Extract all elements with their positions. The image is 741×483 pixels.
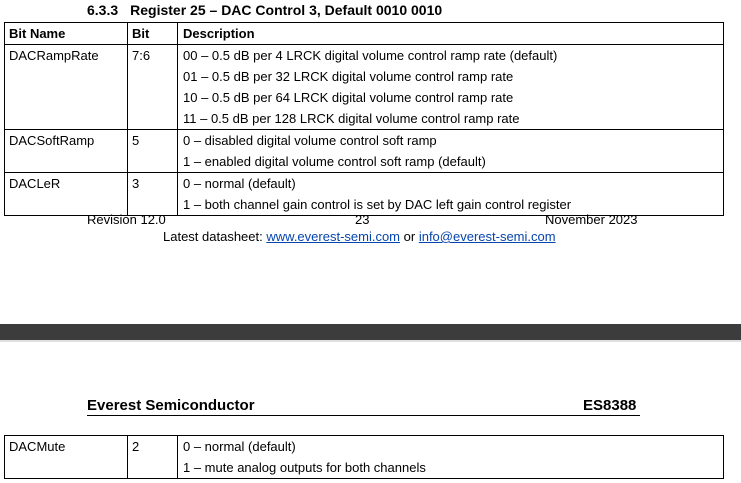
row-bit: 5	[128, 130, 178, 173]
header-bit-name: Bit Name	[5, 23, 128, 45]
section-title: Register 25 – DAC Control 3, Default 0010 0010	[130, 2, 443, 18]
page-separator-shadow	[0, 340, 741, 342]
footer-date: November 2023	[545, 212, 638, 227]
row-bit-name: DACSoftRamp	[5, 130, 128, 173]
footer-latest-datasheet	[163, 229, 556, 244]
register-table-continued	[4, 435, 724, 479]
header-part-number: ES8388	[583, 397, 637, 414]
table-row	[5, 173, 724, 216]
desc-line: 11 – 0.5 dB per 128 LRCK digital volume control ramp rate	[183, 111, 520, 126]
desc-line: 1 – mute analog outputs for both channels	[183, 460, 426, 475]
row-bit-name: DACRampRate	[5, 45, 128, 130]
desc-line: 00 – 0.5 dB per 4 LRCK digital volume control ramp rate (default)	[183, 48, 558, 63]
page-separator	[0, 324, 741, 340]
register-table	[4, 22, 724, 216]
header-company: Everest Semiconductor	[87, 397, 255, 414]
website-link[interactable]: www.everest-semi.com	[266, 229, 401, 244]
row-bit-name: DACMute	[5, 436, 128, 479]
desc-line: 0 – normal (default)	[183, 176, 296, 191]
table-row	[5, 130, 724, 173]
desc-line: 10 – 0.5 dB per 64 LRCK digital volume control ramp rate	[183, 90, 514, 105]
footer-or: or	[403, 229, 416, 244]
desc-line: 0 – disabled digital volume control soft ramp	[183, 133, 437, 148]
email-link[interactable]: info@everest-semi.com	[418, 229, 556, 244]
footer-page-number: 23	[355, 212, 370, 227]
row-description	[178, 130, 724, 173]
table-header-row	[5, 23, 724, 45]
row-description	[178, 45, 724, 130]
row-description	[178, 436, 724, 479]
footer-latest-label: Latest datasheet:	[163, 229, 263, 244]
table-row	[5, 45, 724, 130]
section-heading	[87, 2, 442, 18]
row-description	[178, 173, 724, 216]
desc-line: 01 – 0.5 dB per 32 LRCK digital volume control ramp rate	[183, 69, 514, 84]
desc-line: 0 – normal (default)	[183, 439, 296, 454]
row-bit: 7:6	[128, 45, 178, 130]
footer-revision: Revision 12.0	[87, 212, 166, 227]
row-bit: 3	[128, 173, 178, 216]
header-bit: Bit	[128, 23, 178, 45]
row-bit: 2	[128, 436, 178, 479]
header-description: Description	[178, 23, 724, 45]
desc-line: 1 – enabled digital volume control soft ramp (default)	[183, 154, 486, 169]
section-number: 6.3.3	[87, 2, 119, 18]
table-row	[5, 436, 724, 479]
desc-line: 1 – both channel gain control is set by DAC left gain control register	[183, 197, 572, 212]
header-rule	[87, 415, 640, 416]
row-bit-name: DACLeR	[5, 173, 128, 216]
